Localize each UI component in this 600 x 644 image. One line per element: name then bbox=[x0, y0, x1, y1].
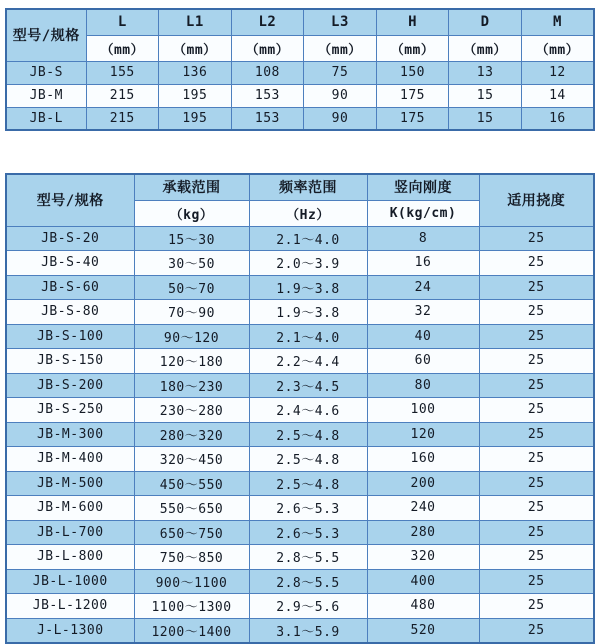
table-row bbox=[6, 275, 594, 300]
table-row bbox=[6, 324, 594, 349]
dimensions-table-header bbox=[6, 9, 594, 61]
value-cell: 215 bbox=[86, 107, 159, 130]
model-cell: JB-M-300 bbox=[6, 422, 134, 447]
deflection-cell: 25 bbox=[479, 373, 594, 398]
unit-cell-mm: （mm） bbox=[231, 35, 304, 61]
table-row bbox=[6, 398, 594, 423]
dimensions-table bbox=[5, 8, 595, 131]
load-range-cell: 900～1100 bbox=[134, 569, 249, 594]
value-cell: 14 bbox=[521, 84, 594, 107]
load-range-cell: 15～30 bbox=[134, 226, 249, 251]
load-range-cell: 750～850 bbox=[134, 545, 249, 570]
model-cell: JB-M-500 bbox=[6, 471, 134, 496]
frequency-range-cell: 2.5～4.8 bbox=[249, 447, 367, 472]
model-cell: JB-L-1000 bbox=[6, 569, 134, 594]
column-header-D: D bbox=[449, 9, 522, 35]
dimensions-corner-header: 型号/规格 bbox=[6, 9, 86, 61]
model-cell: J-L-1300 bbox=[6, 618, 134, 643]
deflection-cell: 25 bbox=[479, 496, 594, 521]
stiffness-cell: 16 bbox=[367, 251, 479, 276]
spec-corner-header: 型号/规格 bbox=[6, 174, 134, 226]
model-cell: JB-M-600 bbox=[6, 496, 134, 521]
deflection-cell: 25 bbox=[479, 545, 594, 570]
load-range-cell: 50～70 bbox=[134, 275, 249, 300]
value-cell: 15 bbox=[449, 107, 522, 130]
load-range-cell: 1100～1300 bbox=[134, 594, 249, 619]
table-row bbox=[6, 422, 594, 447]
stiffness-cell: 80 bbox=[367, 373, 479, 398]
frequency-range-cell: 2.8～5.5 bbox=[249, 569, 367, 594]
value-cell: 75 bbox=[304, 61, 377, 84]
unit-cell-mm: （mm） bbox=[86, 35, 159, 61]
stiffness-cell: 120 bbox=[367, 422, 479, 447]
frequency-range-cell: 2.6～5.3 bbox=[249, 520, 367, 545]
stiffness-cell: 8 bbox=[367, 226, 479, 251]
value-cell: 175 bbox=[376, 84, 449, 107]
value-cell: 136 bbox=[159, 61, 232, 84]
table-row bbox=[6, 107, 594, 130]
table-row bbox=[6, 545, 594, 570]
deflection-cell: 25 bbox=[479, 569, 594, 594]
unit-cell-mm: （mm） bbox=[449, 35, 522, 61]
table-row bbox=[6, 251, 594, 276]
frequency-range-cell: 2.6～5.3 bbox=[249, 496, 367, 521]
stiffness-cell: 100 bbox=[367, 398, 479, 423]
unit-cell-kg: （kg） bbox=[134, 200, 249, 226]
model-cell: JB-S bbox=[6, 61, 86, 84]
column-header-L3: L3 bbox=[304, 9, 377, 35]
value-cell: 155 bbox=[86, 61, 159, 84]
load-range-cell: 280～320 bbox=[134, 422, 249, 447]
column-header-L1: L1 bbox=[159, 9, 232, 35]
deflection-cell: 25 bbox=[479, 226, 594, 251]
load-range-cell: 550～650 bbox=[134, 496, 249, 521]
load-range-cell: 120～180 bbox=[134, 349, 249, 374]
dimensions-table-body bbox=[6, 61, 594, 130]
spec-table-header bbox=[6, 174, 594, 226]
table-row bbox=[6, 61, 594, 84]
table-row bbox=[6, 373, 594, 398]
frequency-range-cell: 2.5～4.8 bbox=[249, 471, 367, 496]
column-header-H: H bbox=[376, 9, 449, 35]
deflection-cell: 25 bbox=[479, 275, 594, 300]
stiffness-cell: 32 bbox=[367, 300, 479, 325]
frequency-range-cell: 2.1～4.0 bbox=[249, 226, 367, 251]
column-header-vertical-stiffness: 竖向刚度 bbox=[367, 174, 479, 200]
deflection-cell: 25 bbox=[479, 349, 594, 374]
stiffness-cell: 60 bbox=[367, 349, 479, 374]
frequency-range-cell: 2.3～4.5 bbox=[249, 373, 367, 398]
stiffness-cell: 320 bbox=[367, 545, 479, 570]
value-cell: 153 bbox=[231, 107, 304, 130]
value-cell: 15 bbox=[449, 84, 522, 107]
model-cell: JB-S-40 bbox=[6, 251, 134, 276]
value-cell: 90 bbox=[304, 84, 377, 107]
stiffness-cell: 520 bbox=[367, 618, 479, 643]
table-row bbox=[6, 447, 594, 472]
load-range-cell: 180～230 bbox=[134, 373, 249, 398]
frequency-range-cell: 2.9～5.6 bbox=[249, 594, 367, 619]
frequency-range-cell: 1.9～3.8 bbox=[249, 300, 367, 325]
column-header-L2: L2 bbox=[231, 9, 304, 35]
load-range-cell: 1200～1400 bbox=[134, 618, 249, 643]
model-cell: JB-S-80 bbox=[6, 300, 134, 325]
table-row bbox=[6, 226, 594, 251]
stiffness-cell: 40 bbox=[367, 324, 479, 349]
model-cell: JB-S-100 bbox=[6, 324, 134, 349]
deflection-cell: 25 bbox=[479, 300, 594, 325]
value-cell: 195 bbox=[159, 84, 232, 107]
model-cell: JB-L bbox=[6, 107, 86, 130]
load-range-cell: 450～550 bbox=[134, 471, 249, 496]
deflection-cell: 25 bbox=[479, 398, 594, 423]
deflection-cell: 25 bbox=[479, 447, 594, 472]
value-cell: 12 bbox=[521, 61, 594, 84]
deflection-cell: 25 bbox=[479, 324, 594, 349]
frequency-range-cell: 1.9～3.8 bbox=[249, 275, 367, 300]
load-range-cell: 30～50 bbox=[134, 251, 249, 276]
model-cell: JB-L-800 bbox=[6, 545, 134, 570]
model-cell: JB-M bbox=[6, 84, 86, 107]
column-header-frequency-range: 频率范围 bbox=[249, 174, 367, 200]
stiffness-cell: 200 bbox=[367, 471, 479, 496]
table-row bbox=[6, 520, 594, 545]
column-header-M: M bbox=[521, 9, 594, 35]
model-cell: JB-S-60 bbox=[6, 275, 134, 300]
load-range-cell: 90～120 bbox=[134, 324, 249, 349]
model-cell: JB-M-400 bbox=[6, 447, 134, 472]
model-cell: JB-S-20 bbox=[6, 226, 134, 251]
deflection-cell: 25 bbox=[479, 422, 594, 447]
table-row bbox=[6, 569, 594, 594]
deflection-cell: 25 bbox=[479, 520, 594, 545]
column-header-L: L bbox=[86, 9, 159, 35]
deflection-cell: 25 bbox=[479, 471, 594, 496]
unit-cell-mm: （mm） bbox=[376, 35, 449, 61]
model-cell: JB-S-200 bbox=[6, 373, 134, 398]
stiffness-cell: 160 bbox=[367, 447, 479, 472]
model-cell: JB-L-700 bbox=[6, 520, 134, 545]
value-cell: 13 bbox=[449, 61, 522, 84]
frequency-range-cell: 3.1～5.9 bbox=[249, 618, 367, 643]
frequency-range-cell: 2.2～4.4 bbox=[249, 349, 367, 374]
column-header-load-range: 承载范围 bbox=[134, 174, 249, 200]
stiffness-cell: 480 bbox=[367, 594, 479, 619]
value-cell: 90 bbox=[304, 107, 377, 130]
unit-cell-kgcm: K(kg/cm) bbox=[367, 200, 479, 226]
value-cell: 175 bbox=[376, 107, 449, 130]
deflection-cell: 25 bbox=[479, 251, 594, 276]
table-row bbox=[6, 84, 594, 107]
load-range-cell: 230～280 bbox=[134, 398, 249, 423]
spec-table-body bbox=[6, 226, 594, 643]
stiffness-cell: 24 bbox=[367, 275, 479, 300]
value-cell: 150 bbox=[376, 61, 449, 84]
model-cell: JB-L-1200 bbox=[6, 594, 134, 619]
load-range-cell: 320～450 bbox=[134, 447, 249, 472]
unit-cell-mm: （mm） bbox=[521, 35, 594, 61]
table-row bbox=[6, 496, 594, 521]
spec-table bbox=[5, 173, 595, 644]
value-cell: 153 bbox=[231, 84, 304, 107]
table-row bbox=[6, 300, 594, 325]
model-cell: JB-S-150 bbox=[6, 349, 134, 374]
model-cell: JB-S-250 bbox=[6, 398, 134, 423]
frequency-range-cell: 2.4～4.6 bbox=[249, 398, 367, 423]
load-range-cell: 650～750 bbox=[134, 520, 249, 545]
stiffness-cell: 240 bbox=[367, 496, 479, 521]
value-cell: 108 bbox=[231, 61, 304, 84]
table-row bbox=[6, 471, 594, 496]
frequency-range-cell: 2.1～4.0 bbox=[249, 324, 367, 349]
value-cell: 16 bbox=[521, 107, 594, 130]
frequency-range-cell: 2.8～5.5 bbox=[249, 545, 367, 570]
frequency-range-cell: 2.5～4.8 bbox=[249, 422, 367, 447]
stiffness-cell: 280 bbox=[367, 520, 479, 545]
table-row bbox=[6, 618, 594, 643]
value-cell: 195 bbox=[159, 107, 232, 130]
deflection-cell: 25 bbox=[479, 618, 594, 643]
load-range-cell: 70～90 bbox=[134, 300, 249, 325]
deflection-cell: 25 bbox=[479, 594, 594, 619]
value-cell: 215 bbox=[86, 84, 159, 107]
frequency-range-cell: 2.0～3.9 bbox=[249, 251, 367, 276]
table-row bbox=[6, 349, 594, 374]
column-header-deflection: 适用挠度 bbox=[479, 174, 594, 226]
table-row bbox=[6, 594, 594, 619]
unit-cell-mm: （mm） bbox=[304, 35, 377, 61]
unit-cell-hz: （Hz） bbox=[249, 200, 367, 226]
unit-cell-mm: （mm） bbox=[159, 35, 232, 61]
stiffness-cell: 400 bbox=[367, 569, 479, 594]
